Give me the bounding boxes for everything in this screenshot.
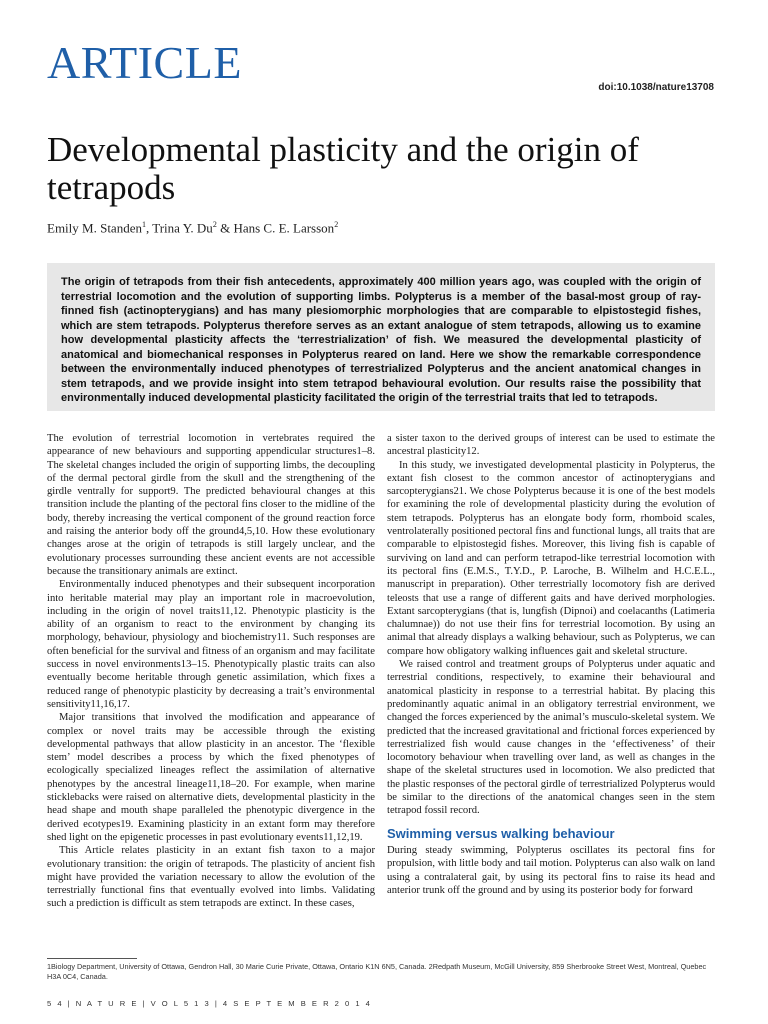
paragraph: This Article relates plasticity in an extant fish taxon to a major evolutionary transition: the origin of tetrapods. The plasticity of ancient fish might have provided the variation necessary to allow the evolution of the terrestrially functional fins that eventually evolved into limbs. Validating such a prediction is difficult as stem tetrapods are extinct. In these cases, — [47, 845, 375, 910]
abstract-box — [47, 263, 715, 411]
affiliation-marker: 2 — [212, 220, 217, 229]
paragraph: We raised control and treatment groups of Polypterus under aquatic and terrestrial conditions, respectively, to examine their behavioural and anatomical plasticity in response to a terrestrial habitat. By placing this predominantly aquatic animal in an obligatory terrestrial environment, we changed the forces experienced by the animal’s musculo-skeletal system. We predicted that the increased gravitational and frictional forces experienced by terrestrialized fish would cause changes in the ‘effectiveness’ of their locomotory behaviour when travelling over land, as well as changes in the shape of the skeletal structures used in locomotion. We also predicted that the plastic responses of the pectoral girdle of terrestrialized Polypterus would be similar to the directions of the anatomical changes seen in the stem tetrapod fossil record. — [387, 659, 715, 817]
paragraph: The evolution of terrestrial locomotion in vertebrates required the appearance of new behaviours and supporting appendicular structures1–8. The skeletal changes included the origin of supporting limbs, the decoupling of the dermal pectoral girdle from the skull and the strengthening of the girdle ventrally for support9. The predicted behavioural changes at this transition include the planting of the pectoral fins closer to the midline of the body, thereby increasing the vertical component of the ground reaction force and raising the anterior body off the ground4,5,10. How these evolutionary changes arose at the origin of tetrapods is still largely unclear, and the evolutionary processes surrounding these ancient events are not accessible because the transitionary animals are extinct. — [47, 433, 375, 577]
doi[interactable]: doi:10.1038/nature13708 — [598, 82, 714, 93]
body-column-left — [47, 432, 375, 911]
paragraph: During steady swimming, Polypterus oscillates its pectoral fins for propulsion, with little body and tail motion. Polypterus can also walk on land using a contralateral gait, by using its pectoral fins to raise its head and anterior trunk off the ground and by using its posterior body for forward — [387, 844, 715, 896]
abstract-text: The origin of tetrapods from their fish antecedents, approximately 400 million years ago, was coupled with the origin of terrestrial locomotion and the evolution of supporting limbs. Polypterus is a member of the basal-most group of ray-finned fish (actinopterygians) and has many plesiomorphic morphologies that are comparable to elpistostegid fishes, which are stem tetrapods. Polypterus therefore serves as an extant analogue of stem tetrapods, allowing us to examine how developmental plasticity affects the ‘terrestrialization’ of fish. We measured the developmental plasticity of anatomical and biomechanical responses in Polypterus reared on land. Here we show the remarkable correspondence between the environmentally induced phenotypes of terrestrialized Polypterus and the ancient anatomical changes in stem tetrapods, and we provide insight into stem tetrapod behavioural evolution. Our results raise the possibility that environmentally induced developmental plasticity facilitated the origin of the terrestrial traits that led to tetrapods. — [61, 276, 701, 404]
footnote-divider — [47, 958, 137, 959]
affiliation-marker: 2 — [334, 220, 339, 229]
affiliation-marker: 1 — [141, 220, 146, 229]
paragraph: In this study, we investigated developmental plasticity in Polypterus, the extant fish closest to the common ancestor of actinopterygians and sarcopterygians21. We chose Polypterus because it is one of the best models for examining the role of developmental plasticity during the evolution of stem tetrapods. Polypterus has an elongate body form, rhomboid scales, ventrolaterally positioned pectoral fins and functional lungs, all traits that are comparable to elpistostegid fishes. Moreover, this living fish is capable of surviving on land and can perform tetrapod-like terrestrial locomotion with its pectoral fins (E.M.S., T.Y.D., P. Laroche, B. Wilhelm and H.C.E.L., manuscript in preparation). Other terrestrially locomotory fish are derived teleosts that use a range of different gaits and have derived morphologies. Extant sarcopterygians (that is, lungfish (Dipnoi) and coelacanths (Latimeria chalumnae)) do not use their fins for terrestrial locomotion. By using an animal that already displays a walking behaviour, such as Polypterus, we can compare how obligatory walking influences gait and skeletal structure. — [387, 459, 715, 657]
section-label: ARTICLE — [47, 37, 242, 88]
body-column-right — [387, 432, 715, 897]
paragraph: Environmentally induced phenotypes and their subsequent incorporation into heritable material may play an important role in macroevolution, including in the origin of novel traits11,12. Phenotypic plasticity is the ability of an organism to react to the environment by changing its morphology, behaviour, physiology and biochemistry11. Such responses are often beneficial for the survival and fitness of an organism and may facilitate success in novel environments13–15. Phenotypically plastic traits can also eventually become heritable through genetic assimilation, which fixes a reduced range of phenotypic plasticity by decreasing a trait’s environmental sensitivity11,16,17. — [47, 579, 375, 710]
paragraph: Major transitions that involved the modification and appearance of complex or novel traits may be accessible through the existing developmental pathways that allow plasticity in an ancestor. The ‘flexible stem’ model describes a process by which the fixed phenotypes of ecologically specialized lineages reflect the assimilation of alternative phenotypes by the ancestral lineage11,18–20. For example, when marine sticklebacks were raised on alternative diets, developmental plasticity in the head shape and mouth shape paralleled the phenotypic divergence in the derived ecotypes19. Examining plasticity in an extant form may therefore shed light on the epigenetic processes in past evolutionary events11,12,19. — [47, 712, 375, 843]
author-list: Emily M. Standen$^1$, Trina Y. Du$^2$ & Hans C. E. Larsson$^2$ — [47, 220, 339, 236]
paragraph: a sister taxon to the derived groups of interest can be used to estimate the ancestral plasticity12. — [387, 433, 715, 458]
affiliations-footnote: 1Biology Department, University of Ottawa, Gendron Hall, 30 Marie Curie Private, Ottawa, Ontario K1N 6N5, Canada. 2Redpath Museum, McGill University, 859 Sherbrooke Street West, Montreal, Quebec H3A 0C4, Canada. — [47, 962, 707, 981]
section-heading: Swimming versus walking behaviour — [387, 825, 615, 841]
article-title: Developmental plasticity and the origin of tetrapods — [47, 130, 639, 207]
author-name: Hans C. E. Larsson — [233, 220, 335, 236]
page-footer: 5 4 | N A T U R E | V O L 5 1 3 | 4 S E P T E M B E R 2 0 1 4 — [47, 999, 372, 1008]
author-name: Emily M. Standen — [47, 220, 142, 236]
author-name: Trina Y. Du — [152, 220, 213, 236]
